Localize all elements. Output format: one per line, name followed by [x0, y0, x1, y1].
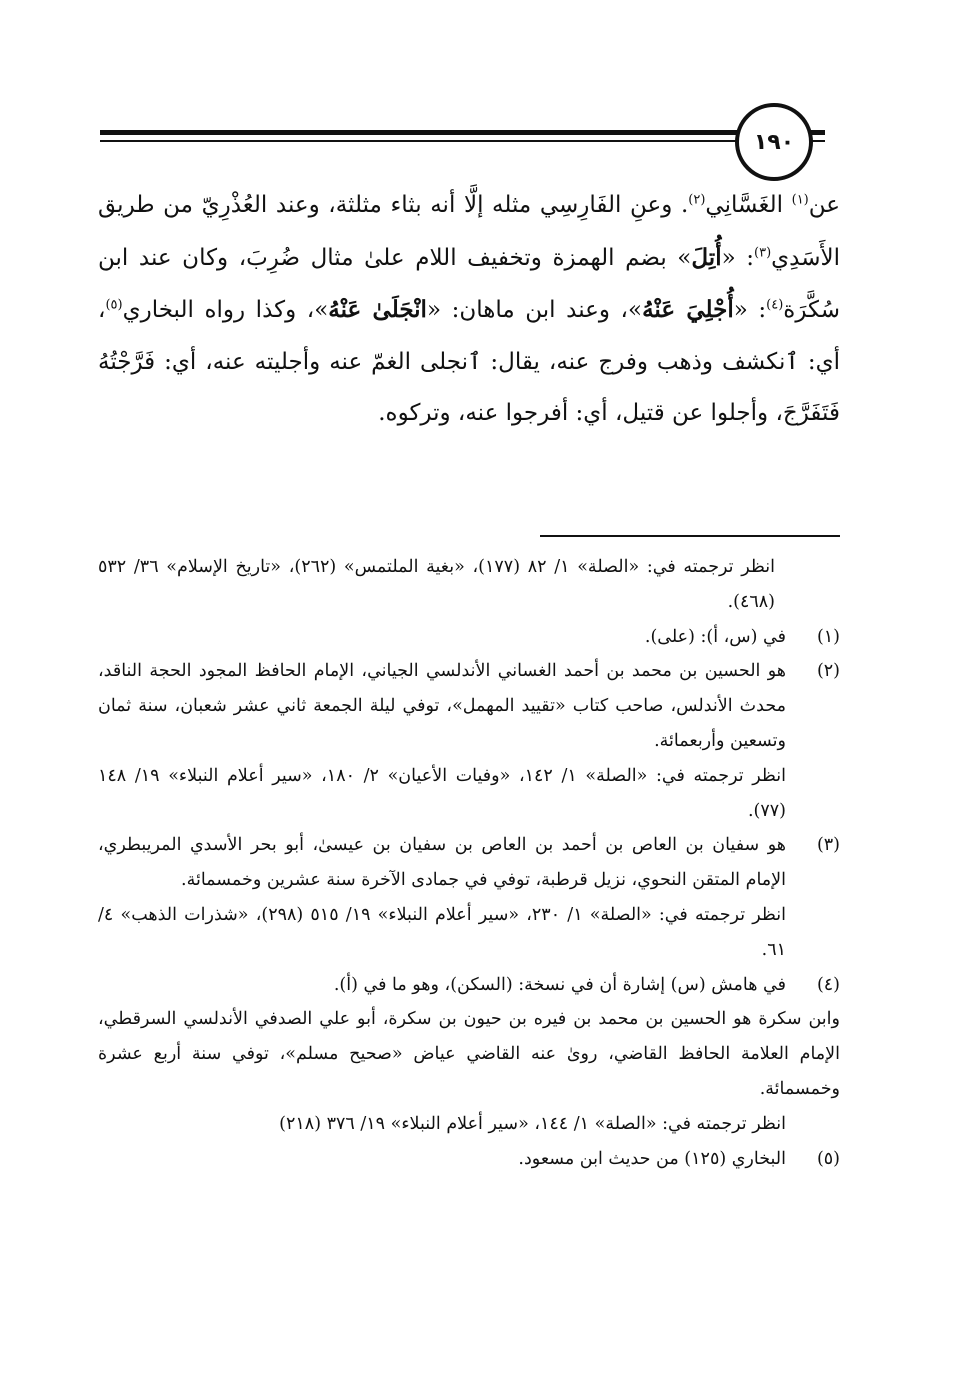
footnote-number: (٢)	[816, 661, 840, 682]
footnote-number: (١)	[816, 626, 840, 647]
footnote-number: (٣)	[816, 835, 840, 856]
main-text	[98, 180, 840, 440]
footnotes	[98, 550, 840, 1176]
footnote-text: في (س، أ): (على).	[644, 626, 786, 647]
page-number-badge	[735, 103, 813, 181]
text-run: عن	[808, 192, 840, 218]
footnote-ref-3[interactable]: (٣)	[754, 244, 772, 260]
text-run: . وعنِ الفَارِسِي مثله إلَّا أنه بثاء مثلثة، وعند العُذْرِيّ من طريق الأَسَدِي	[98, 192, 841, 271]
header-rule-thick	[100, 130, 825, 135]
quoted-word: انْجَلَىٰ عَنْهُ	[328, 296, 427, 323]
footnote-intro: انظر ترجمته في: «الصلة» ١/ ٨٢ (١٧٧)، «بغية الملتمس» (٢٦٢)، «تاريخ الإسلام» ٣٦/ ٥٣٢ (٤٦٨).	[98, 557, 775, 612]
footnote-number: (٥)	[816, 1148, 840, 1169]
quoted-word: أُجْلِيَ عَنْهُ	[642, 296, 734, 323]
footnote-4-extra: وابن سكرة هو الحسين بن محمد بن فيره بن حيون بن سكرة، أبو علي الصدفي الأندلسي السرقطي، الإمام العلامة الحافظ القاضي، روىٰ عنه القاضي عياض «صحيح مسلم»، توفي سنة أربع عشرة وخمسمائة.	[98, 1009, 840, 1099]
header-rule-thin	[100, 140, 825, 142]
footnote-3-source: انظر ترجمته في: «الصلة» ١/ ٢٣٠، «سير أعلام النبلاء» ١٩/ ٥١٥ (٢٩٨)، «شذرات الذهب» ٤/ ٦١.	[98, 904, 786, 960]
text-run: » بضم الهمزة وتخفيف اللام علىٰ مثال ضُرِبَ، وكان عند ابن سُكَّرَة	[98, 244, 840, 323]
quoted-word: أُتِلَ	[691, 243, 722, 271]
footnote-2	[98, 654, 840, 758]
footnote-text: هو الحسين بن محمد بن أحمد الغساني الأندلسي الجياني، الإمام الحافظ المجود الحجة الناقد، محدث الأندلس، صاحب كتاب «تقييد المهمل»، توفي ليلة الجمعة ثاني عشر شعبان، سنة ثمان وتسعين وأربعمائة.	[98, 661, 786, 751]
page-number: ١٩٠	[753, 129, 795, 155]
text-run: »، وكذا رواه البخاري	[122, 297, 329, 323]
text-run: ، أي: ٱنكشف وذهب وفرج عنه، يقال: ٱنجلى الغمّ عنه وأجليته عنه، أي: فَرَّجْتُهُ فَتَفَرَّجَ، وأجلوا عن قتيل، أي: أفرجوا عنه، وتركوه.	[98, 297, 840, 426]
footnote-5	[98, 1142, 840, 1177]
footnote-number: (٤)	[816, 974, 840, 995]
text-run: : «	[721, 244, 755, 271]
text-run: : «	[733, 297, 767, 323]
footnote-ref-4[interactable]: (٤)	[766, 297, 784, 313]
footnote-ref-1[interactable]: (١)	[791, 192, 809, 208]
footnote-divider	[540, 535, 840, 537]
footnote-text: في هامش (س) إشارة أن في نسخة: (السكن)، وهو ما في (أ).	[333, 974, 786, 995]
footnote-ref-2[interactable]: (٢)	[688, 192, 706, 208]
main-paragraph	[98, 180, 840, 440]
footnote-3	[98, 828, 840, 898]
footnote-text: البخاري (١٢٥) من حديث ابن مسعود.	[518, 1148, 786, 1169]
footnote-4-source: انظر ترجمته في: «الصلة» ١/ ١٤٤، «سير أعلام النبلاء» ١٩/ ٣٧٦ (٢١٨)	[279, 1113, 786, 1134]
text-run: »، وعند ابن ماهان: «	[426, 297, 643, 323]
footnote-1	[98, 620, 840, 655]
footnote-2-source: انظر ترجمته في: «الصلة» ١/ ١٤٢، «وفيات الأعيان» ٢/ ١٨٠، «سير أعلام النبلاء» ١٩/ ١٤٨ (٧٧).	[98, 765, 786, 821]
text-run: الغَسَّانِي	[705, 192, 792, 218]
footnote-4	[98, 968, 840, 1003]
footnote-text: هو سفيان بن العاص بن أحمد بن العاص بن سفيان بن عيسىٰ، أبو بحر الأسدي المريبطري، الإمام المتقن النحوي، نزيل قرطبة، توفي في جمادى الآخرة سنة عشرين وخمسمائة.	[98, 835, 786, 891]
footnote-ref-5[interactable]: (٥)	[105, 297, 123, 313]
